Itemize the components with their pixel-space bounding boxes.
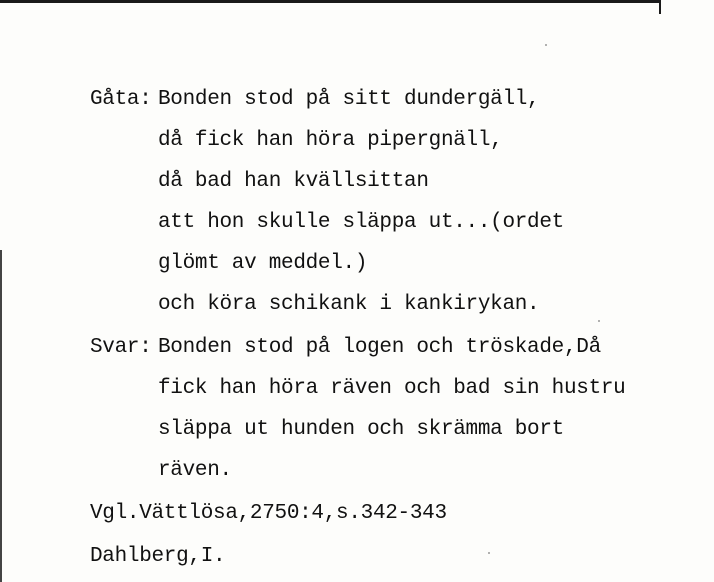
scan-speck xyxy=(488,552,490,554)
riddle-line-4: att hon skulle släppa ut...(ordet xyxy=(158,211,564,234)
riddle-line-2: då fick han höra pipergnäll, xyxy=(158,129,503,152)
card-right-border xyxy=(659,0,661,14)
riddle-line-3: då bad han kvällsittan xyxy=(158,170,429,193)
answer-label: Svar: xyxy=(90,336,152,359)
scan-speck xyxy=(545,44,547,46)
answer-line-2: fick han höra räven och bad sin hustru xyxy=(158,377,626,400)
riddle-line-5: glömt av meddel.) xyxy=(158,252,368,275)
scan-speck xyxy=(598,320,600,322)
answer-line-3: släppa ut hunden och skrämma bort xyxy=(158,418,564,441)
riddle-line-1: Bonden stod på sitt dundergäll, xyxy=(158,88,540,111)
recorder-name: Dahlberg,I. xyxy=(90,545,226,568)
answer-line-4: räven. xyxy=(158,459,232,482)
card-top-border xyxy=(0,0,660,3)
card-left-border xyxy=(0,250,2,582)
archive-reference: Vgl.Vättlösa,2750:4,s.342-343 xyxy=(90,502,447,525)
riddle-line-6: och köra schikank i kankirykan. xyxy=(158,293,540,316)
answer-line-1: Bonden stod på logen och tröskade,Då xyxy=(158,336,601,359)
riddle-label: Gåta: xyxy=(90,88,152,111)
